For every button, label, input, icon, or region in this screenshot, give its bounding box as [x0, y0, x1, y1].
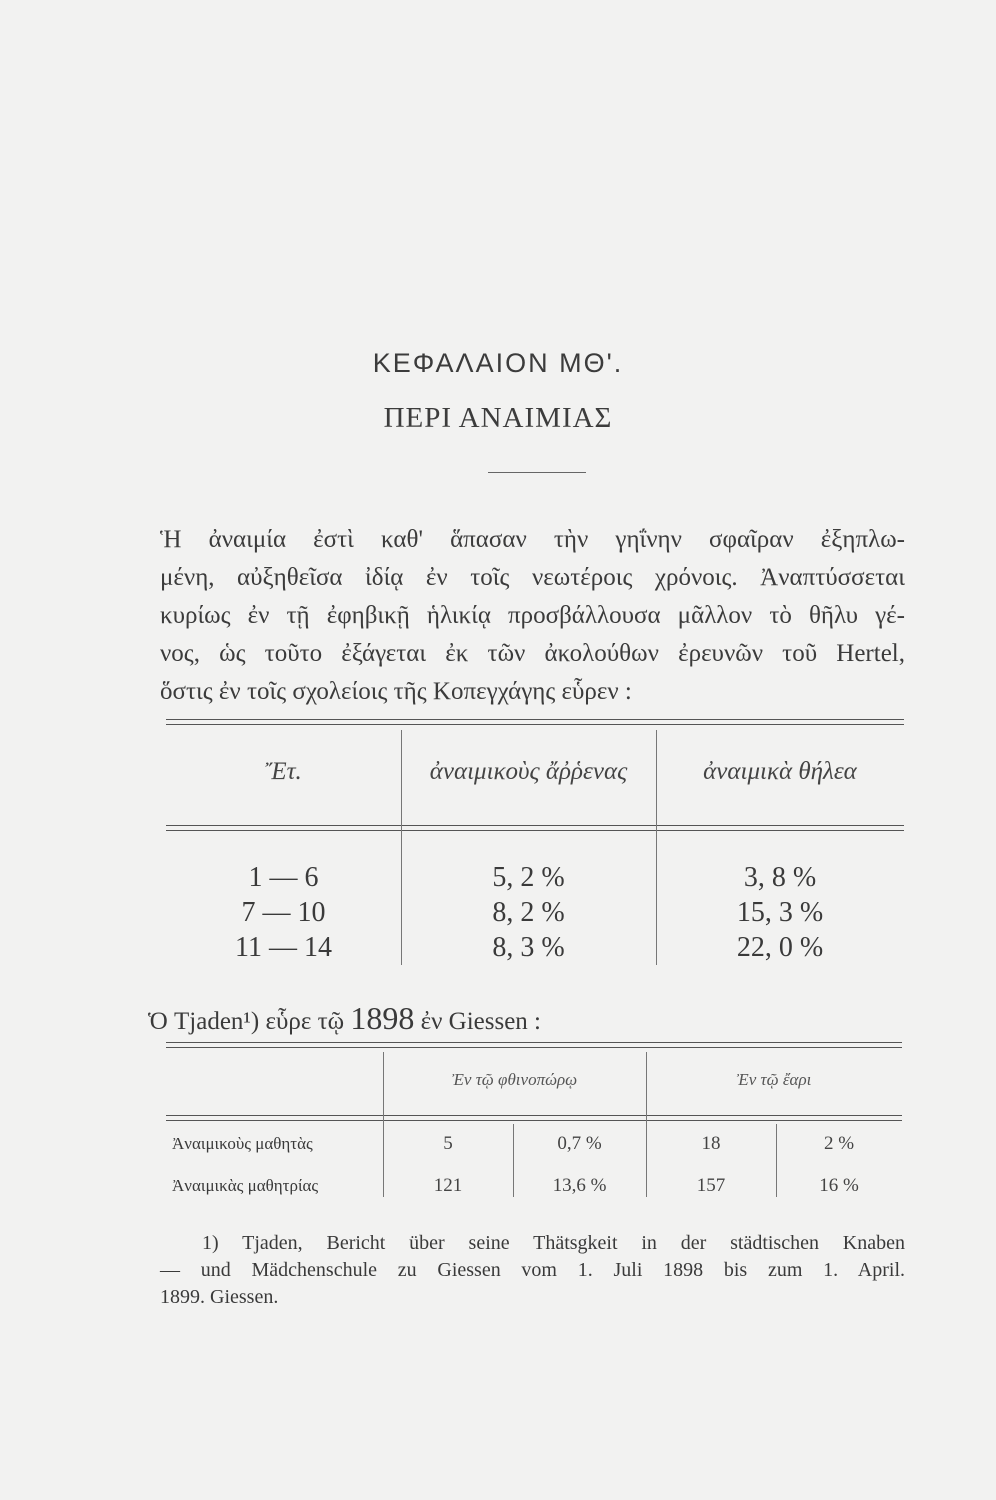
intro-paragraph — [160, 521, 905, 711]
table-header-rule — [166, 1120, 902, 1121]
table-header-rule — [166, 830, 904, 831]
table-header-rule — [166, 1115, 902, 1116]
sentence-text: ἐν Giessen : — [414, 1008, 542, 1035]
value-cell: 121 — [433, 1175, 463, 1196]
title-divider — [488, 472, 586, 473]
girls-cell: 22, 0 % — [736, 932, 824, 963]
sentence-text: Ὁ Tjaden¹) εὗρε τῷ — [148, 1008, 351, 1035]
header-age: Ἔτ. — [265, 758, 302, 785]
tjaden-sentence — [148, 1000, 541, 1037]
footnote-line: 1) Tjaden, Bericht über seine Thätsgkeit in der städtischen Knaben — [202, 1232, 905, 1254]
table-top-rule — [166, 724, 904, 725]
value-cell: 13,6 % — [552, 1175, 607, 1196]
paragraph-line: κυρίως ἐν τῇ ἐφηβικῇ ἡλικίᾳ προσβάλλουσα μᾶλλον τὸ θῆλυ γέ- — [160, 602, 905, 629]
value-cell: 5 — [443, 1133, 453, 1154]
value-cell: 16 % — [819, 1175, 859, 1196]
age-cell: 7 — 10 — [241, 897, 326, 928]
chapter-heading: ΚΕΦΑΛΑΙΟΝ ΜΘ'. — [372, 348, 624, 378]
value-cell: 2 % — [823, 1133, 855, 1154]
footnote-line: 1899. Giessen. — [160, 1286, 279, 1308]
header-anemic-girls: ἀναιμικὰ θήλεα — [703, 758, 857, 785]
age-cell: 11 — 14 — [235, 932, 332, 963]
sentence-year: 1898 — [350, 1000, 415, 1036]
boys-cell: 5, 2 % — [492, 862, 565, 893]
header-anemic-boys: ἀναιμικοὺς ἄῤῥενας — [429, 758, 628, 785]
row-label: Ἀναιμικοὺς μαθητὰς — [172, 1134, 313, 1153]
row-label: Ἀναιμικὰς μαθητρίας — [172, 1176, 319, 1195]
footnote — [160, 1230, 905, 1311]
paragraph-line: μένη, αὐξηθεῖσα ἰδίᾳ ἐν τοῖς νεωτέροις χρόνοις. Ἀναπτύσσεται — [160, 564, 905, 591]
table-header-rule — [166, 825, 904, 826]
girls-cell: 3, 8 % — [743, 862, 817, 893]
boys-cell: 8, 3 % — [492, 932, 565, 963]
table-top-rule — [166, 1042, 902, 1043]
footnote-line: — und Mädchenschule zu Giessen vom 1. Juli 1898 bis zum 1. April. — [160, 1259, 905, 1281]
value-cell: 0,7 % — [557, 1133, 602, 1154]
header-autumn: Ἐν τῷ φθινοπώρῳ — [451, 1070, 578, 1089]
value-cell: 18 — [701, 1133, 721, 1154]
chapter-title: ΠΕΡΙ ΑΝΑΙΜΙΑΣ — [383, 402, 613, 434]
table-top-rule — [166, 1047, 902, 1048]
age-cell: 1 — 6 — [248, 862, 319, 893]
table-top-rule — [166, 719, 904, 720]
boys-cell: 8, 2 % — [492, 897, 565, 928]
paragraph-line: νος, ὡς τοῦτο ἐξάγεται ἐκ τῶν ἀκολούθων ἐρευνῶν τοῦ Hertel, — [160, 640, 905, 667]
header-spring: Ἐν τῷ ἔαρι — [736, 1070, 812, 1089]
paragraph-line: ὅστις ἐν τοῖς σχολείοις τῆς Κοπεγχάγης εὗρεν : — [160, 678, 632, 705]
paragraph-line: Ἡ ἀναιμία ἐστὶ καθ' ἅπασαν τὴν γηΐνην σφαῖραν ἐξηπλω- — [160, 526, 905, 553]
girls-cell: 15, 3 % — [736, 897, 824, 928]
value-cell: 157 — [696, 1175, 726, 1196]
